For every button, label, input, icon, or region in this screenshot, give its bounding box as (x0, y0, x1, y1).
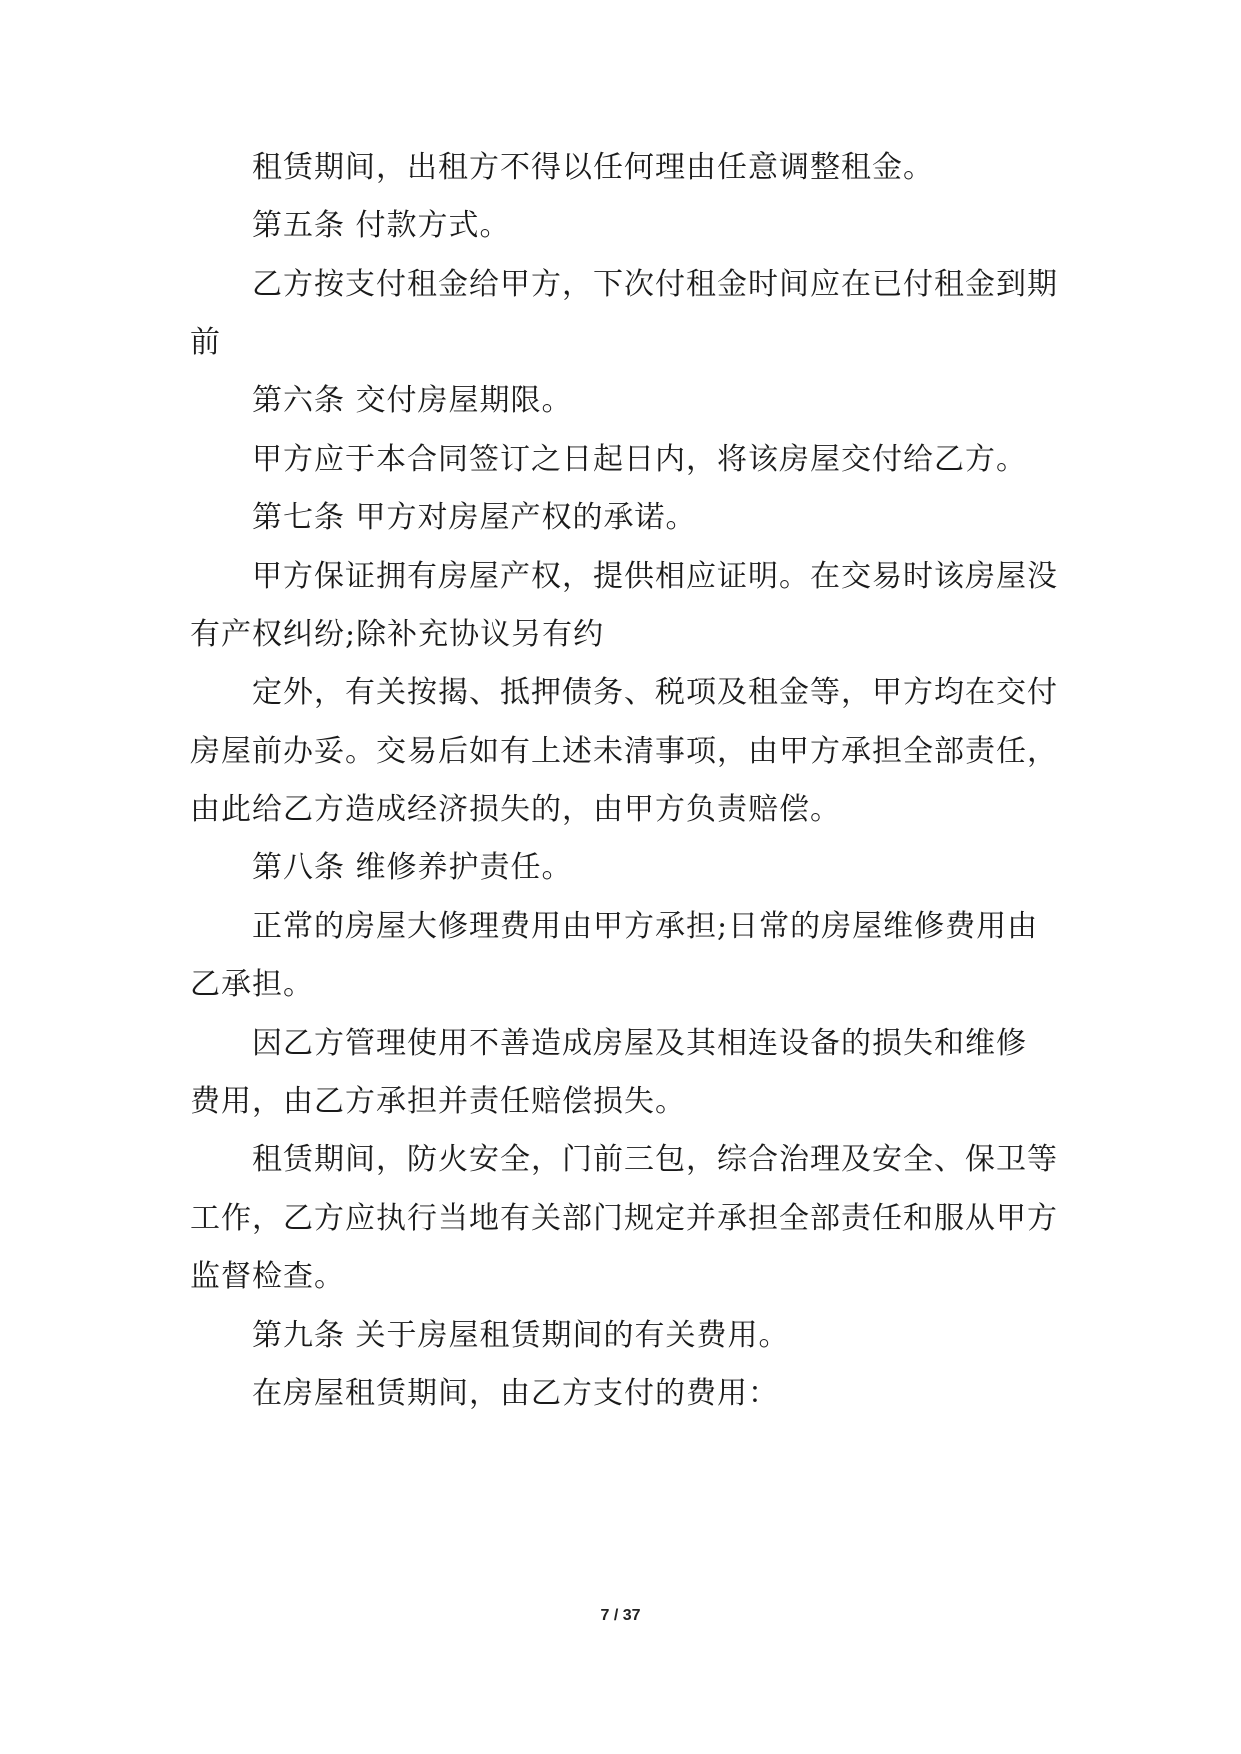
paragraph-line: 乙方按支付租金给甲方，下次付租金时间应在已付租金到期 (252, 267, 1058, 302)
article-heading: 第八条 维修养护责任。 (252, 850, 573, 885)
paragraph-line: 在房屋租赁期间，由乙方支付的费用： (252, 1376, 779, 1411)
paragraph-line: 房屋前办妥。交易后如有上述未清事项，由甲方承担全部责任， (190, 734, 1058, 769)
article-heading: 第九条 关于房屋租赁期间的有关费用。 (252, 1318, 790, 1353)
paragraph-line: 监督检查。 (190, 1259, 345, 1294)
paragraph-line: 租赁期间，出租方不得以任何理由任意调整租金。 (252, 150, 934, 185)
article-heading: 第五条 付款方式。 (252, 208, 511, 243)
paragraph-line: 由此给乙方造成经济损失的，由甲方负责赔偿。 (190, 792, 841, 827)
article-heading: 第七条 甲方对房屋产权的承诺。 (252, 500, 697, 535)
paragraph-line: 有产权纠纷;除补充协议另有约 (190, 617, 605, 652)
paragraph-line: 工作，乙方应执行当地有关部门规定并承担全部责任和服从甲方 (190, 1201, 1058, 1236)
paragraph-line: 前 (190, 325, 221, 360)
paragraph-line: 定外，有关按揭、抵押债务、税项及租金等，甲方均在交付 (252, 675, 1058, 710)
paragraph-line: 乙承担。 (190, 967, 314, 1002)
paragraph-line: 甲方保证拥有房屋产权，提供相应证明。在交易时该房屋没 (252, 559, 1058, 594)
paragraph-line: 费用，由乙方承担并责任赔偿损失。 (190, 1084, 686, 1119)
paragraph-line: 正常的房屋大修理费用由甲方承担;日常的房屋维修费用由 (252, 909, 1039, 944)
paragraph-line: 租赁期间，防火安全，门前三包，综合治理及安全、保卫等 (252, 1142, 1058, 1177)
page-number: 7 / 37 (600, 1607, 641, 1624)
article-heading: 第六条 交付房屋期限。 (252, 383, 573, 418)
paragraph-line: 因乙方管理使用不善造成房屋及其相连设备的损失和维修 (252, 1026, 1027, 1061)
paragraph-line: 甲方应于本合同签订之日起日内，将该房屋交付给乙方。 (252, 442, 1027, 477)
